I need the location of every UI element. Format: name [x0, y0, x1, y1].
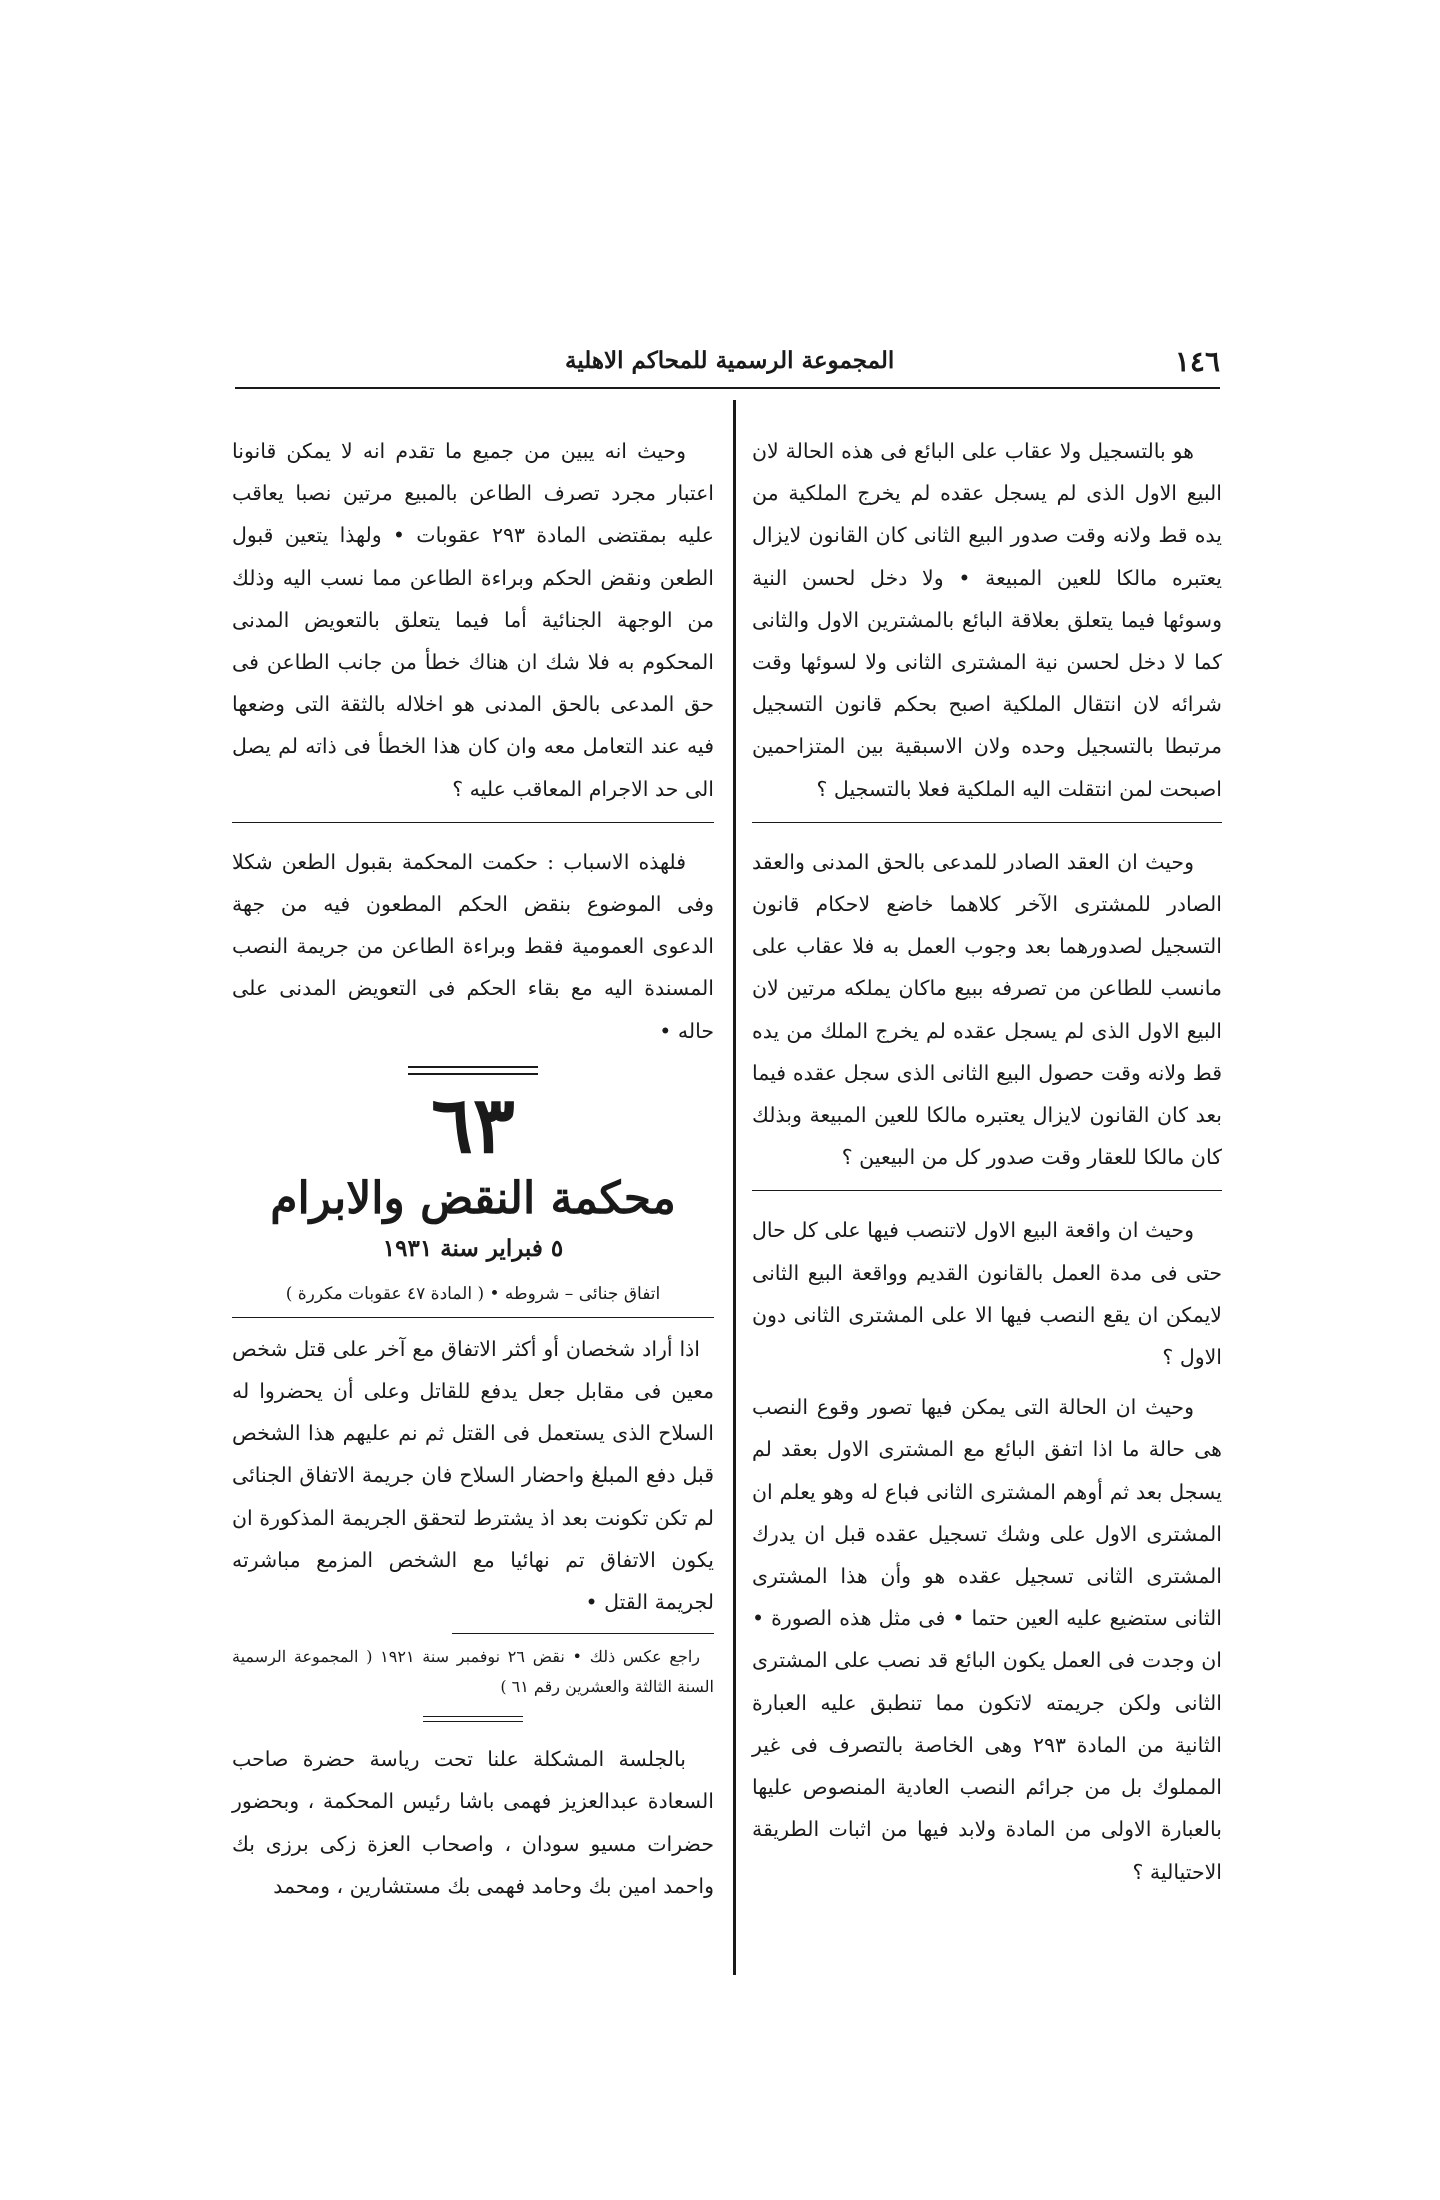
separator-rule — [232, 822, 714, 823]
column-divider — [733, 400, 736, 1975]
paragraph: فلهذه الاسباب : حكمت المحكمة بقبول الطعن شكلا وفى الموضوع بنقض الحكم المطعون فيه من جهة الدعوى العمومية فقط وبراءة الطاعن من جريمة النصب المسندة اليه مع بقاء الحكم فى التعويض المدنى على حاله • — [232, 849, 714, 1043]
reference-note: راجع عكس ذلك • نقض ٢٦ نوفمبر سنة ١٩٢١ ( المجموعة الرسمية السنة الثالثة والعشرين رقم ٦١ ) — [232, 1647, 714, 1697]
paragraph: وحيث ان العقد الصادر للمدعى بالحق المدنى والعقد الصادر للمشترى الآخر كلاهما خاضع لاحكام قانون التسجيل لصدورهما بعد وجوب العمل به فلا عقاب على مانسب للطاعن من تصرفه ببيع ماكان يملكه مرتين لان البيع الاول الذى لم يسجل عقده لم يخرج الملك من يده قط ولانه وقت حصول البيع الثانى الذى سجل عقده فيما بعد كان القانون لايزال يعتبره مالكا للعين المبيعة وبذلك كان مالكا للعقار وقت صدور كل من البيعين ؟ — [752, 849, 1222, 1170]
court-name: محكمة النقض والابرام — [270, 1172, 676, 1224]
reference-rule — [452, 1633, 714, 1634]
running-title: المجموعة الرسمية للمحاكم الاهلية — [565, 347, 895, 374]
separator-rule — [232, 1317, 714, 1318]
right-column — [752, 430, 1222, 1893]
topic-line: اتفاق جنائى – شروطه • ( المادة ٤٧ عقوبات مكررة ) — [285, 1283, 661, 1304]
section-double-rule — [423, 1716, 523, 1722]
paragraph: وحيث ان واقعة البيع الاول لاتنصب فيها على كل حال حتى فى مدة العمل بالقانون القديم وواقعة البيع الثانى لايمكن ان يقع النصب فيها الا على المشترى الثانى دون الاول ؟ — [752, 1218, 1222, 1370]
legal-holding: اذا أراد شخصان أو أكثر الاتفاق مع آخر على قتل شخص معين فى مقابل جعل يدفع للقاتل وعلى أن يحضروا له السلاح الذى يستعمل فى القتل ثم نم عليهم هذا الشخص قبل دفع المبلغ واحضار السلاح فان جريمة الاتفاق الجنائى لم تكن تكونت بعد اذ يشترط لتحقق الجريمة المذكورة ان يكون الاتفاق تم نهائيا مع الشخص المزمع مباشرته لجريمة القتل • — [232, 1336, 714, 1615]
session-paragraph: بالجلسة المشكلة علنا تحت رياسة حضرة صاحب السعادة عبدالعزيز فهمى باشا رئيس المحكمة ، وبحضور حضرات مسيو سودان ، واصحاب العزة زكى برزى بك واحمد امين بك وحامد فهمى بك مستشارين ، ومحمد — [232, 1747, 714, 1898]
separator-rule — [752, 822, 1222, 823]
paragraph: وحيث ان الحالة التى يمكن فيها تصور وقوع النصب هى حالة ما اذا اتفق البائع مع المشترى الاول بعقد لم يسجل بعد ثم أوهم المشترى الثانى فباع له وهو يعلم ان المشترى الاول على وشك تسجيل عقده قبل ان يدرك المشترى الثانى تسجيل عقده هو وأن هذا المشترى الثانى ستضيع عليه العين حتما • فى مثل هذه الصورة • ان وجدت فى العمل يكون البائع قد نصب على المشترى الثانى ولكن جريمته لاتكون مما تنطبق عليه العبارة الثانية من المادة ٢٩٣ وهى الخاصة بالتصرف فى غير المملوك بل من جرائم النصب العادية المنصوص عليها بالعبارة الاولى من المادة ولابد فيها من اثبات الطريقة الاحتيالية ؟ — [752, 1395, 1222, 1884]
paragraph: هو بالتسجيل ولا عقاب على البائع فى هذه الحالة لان البيع الاول الذى لم يسجل عقده لم يخرج الملكية من يده قط ولانه وقت صدور البيع الثانى كان القانون لايزال يعتبره مالكا للعين المبيعة • ولا دخل لحسن النية وسوئها فيما يتعلق بعلاقة البائع بالمشترين الاول والثانى كما لا دخل لحسن نية المشترى الثانى ولا لسوئها وقت شرائه لان انتقال الملكية اصبح بحكم قانون التسجيل مرتبطا بالتسجيل وحده ولان الاسبقية بين المتزاحمين اصبحت لمن انتقلت اليه الملكية فعلا بالتسجيل ؟ — [752, 439, 1222, 801]
spacer — [752, 1378, 1222, 1386]
page-header — [235, 345, 1220, 389]
left-column — [232, 430, 714, 1907]
decision-date: ٥ فبراير سنة ١٩٣١ — [382, 1234, 564, 1262]
case-number: ٦٣ — [431, 1079, 515, 1171]
page-number: ١٤٦ — [1174, 345, 1220, 378]
paragraph: وحيث انه يبين من جميع ما تقدم انه لا يمكن قانونا اعتبار مجرد تصرف الطاعن بالمبيع مرتين نصبا يعاقب عليه بمقتضى المادة ٢٩٣ عقوبات • ولهذا يتعين قبول الطعن ونقض الحكم وبراءة الطاعن مما نسب اليه وذلك من الوجهة الجنائية أما فيما يتعلق بالتعويض المدنى المحكوم به فلا شك ان هناك خطأ من جانب الطاعن فى حق المدعى بالحق المدنى هو اخلاله بالثقة التى وضعها فيه عند التعامل معه وان كان هذا الخطأ فى ذاته لم يصل الى حد الاجرام المعاقب عليه ؟ — [232, 439, 714, 801]
separator-rule — [752, 1190, 1222, 1191]
section-double-rule — [408, 1066, 538, 1075]
